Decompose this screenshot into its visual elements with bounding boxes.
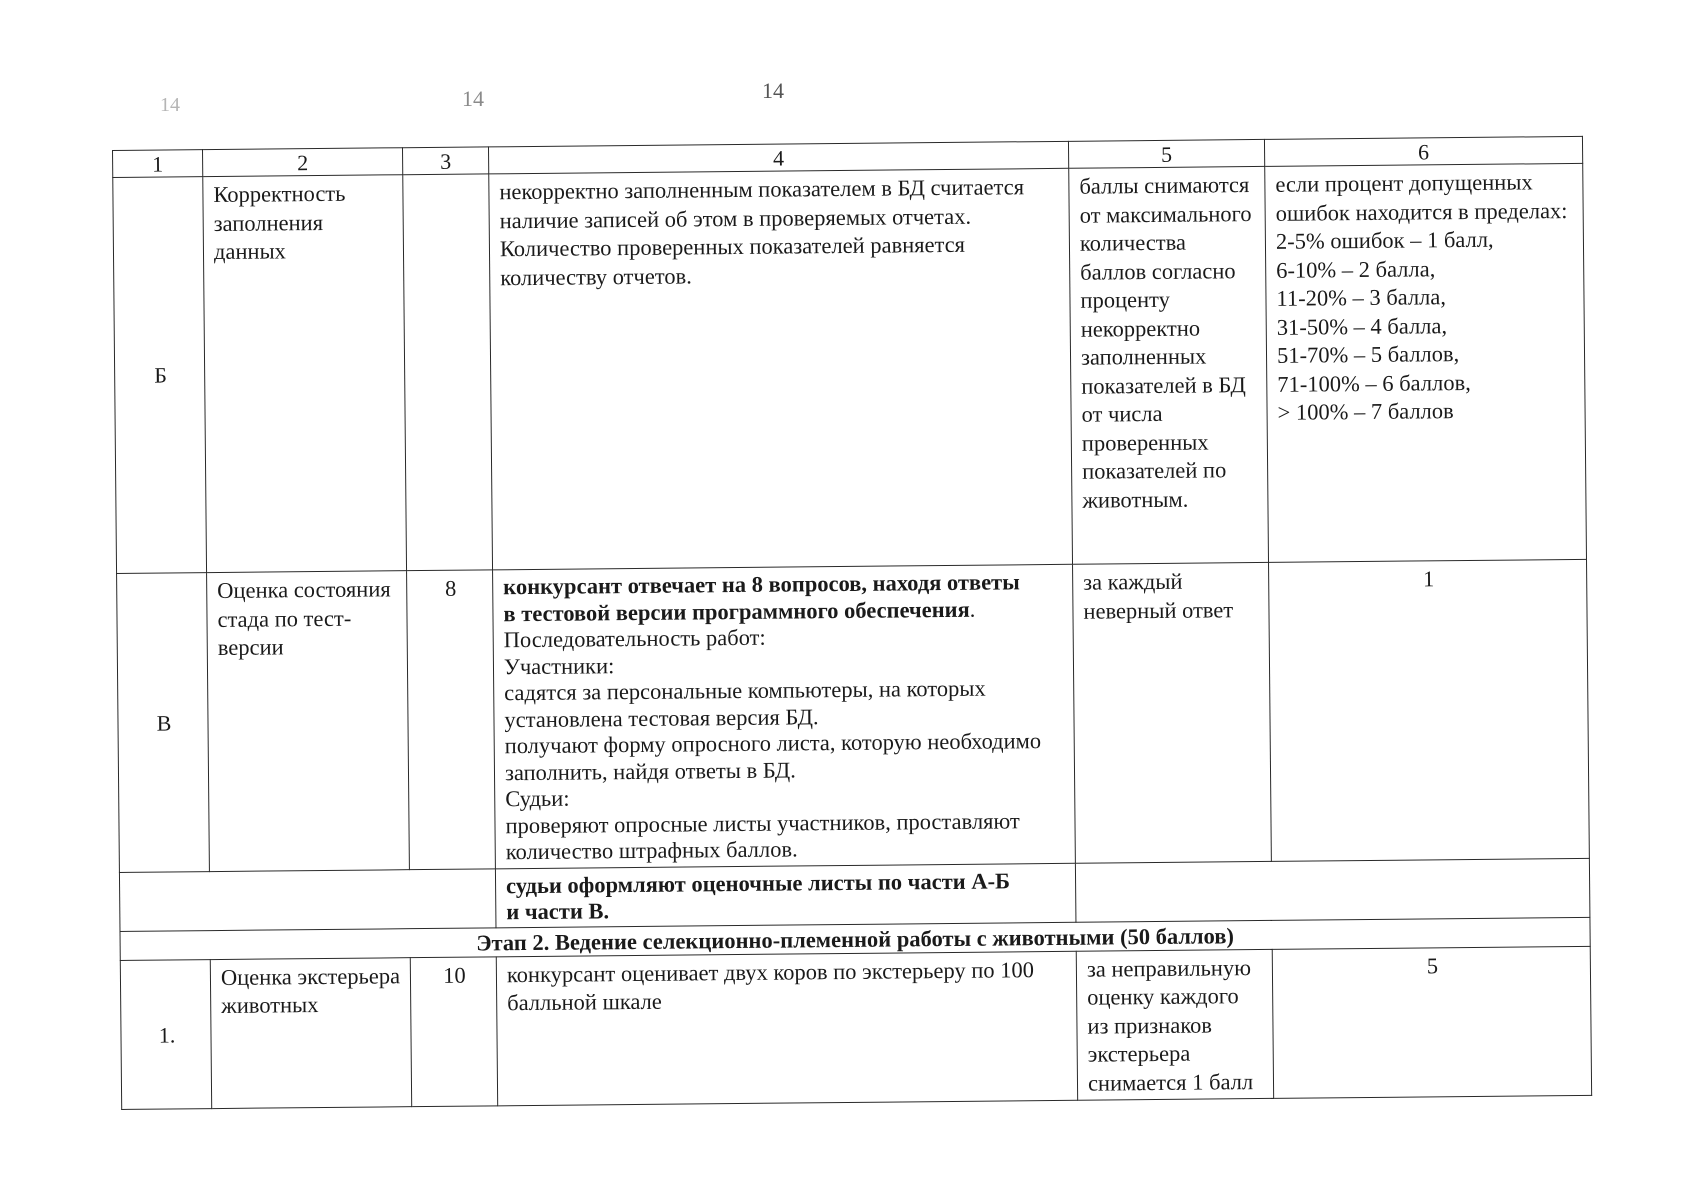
- header-col-3: 3: [402, 147, 488, 175]
- description-line: количество штрафных баллов.: [505, 836, 798, 865]
- penalty-points: 1: [1269, 559, 1590, 861]
- description-line: Количество проверенных показателей равняется: [499, 231, 966, 262]
- description-bold-line: конкурсант отвечает на 8 вопросов, находя ответы: [503, 569, 1020, 600]
- table-row-v: [117, 559, 1590, 872]
- criterion-name: Оценка состояния стада по тест-версии: [207, 571, 410, 871]
- scale-line: 2-5% ошибок – 1 балл,: [1275, 226, 1494, 254]
- description-line: наличие записей об этом в проверяемых отчетах.: [499, 203, 972, 233]
- criterion-description: конкурсант оценивает двух коров по экстерьеру по 100 балльной шкале: [496, 951, 1077, 1106]
- criterion-description: [493, 564, 1076, 868]
- header-col-1: 1: [113, 150, 203, 178]
- judges-note: [495, 863, 1076, 928]
- table-row-b: [113, 163, 1587, 573]
- description-line: Последовательность работ:: [503, 624, 766, 653]
- scale-line: если процент допущенных ошибок находится в пределах:: [1275, 169, 1568, 226]
- description-line: садятся за персональные компьютеры, на которых: [504, 675, 986, 706]
- page-number-ghost-left: 14: [160, 94, 180, 116]
- row-label: Б: [113, 177, 207, 574]
- description-line: установлена тестовая версия БД.: [504, 703, 819, 732]
- deduction-rule: за неправильную оценку каждого из признаков экстерьера снимается 1 балл: [1076, 949, 1273, 1100]
- header-col-4: 4: [488, 141, 1068, 174]
- row-label: 1.: [120, 959, 211, 1109]
- scale-line: 71-100% – 6 баллов,: [1277, 369, 1471, 397]
- page-number-ghost-middle: 14: [462, 86, 484, 111]
- row-label: В: [117, 573, 210, 872]
- deduction-rule: за каждый неверный ответ: [1073, 562, 1272, 862]
- scale-line: 11-20% – 3 балла,: [1276, 284, 1447, 311]
- judges-note-line: судьи оформляют оценочные листы по части А-Б: [505, 867, 1011, 898]
- description-line: Судьи:: [505, 785, 570, 812]
- criterion-name: Корректность заполнения данных: [203, 175, 407, 573]
- description-line: некорректно заполненным показателем в БД считается: [499, 174, 1025, 205]
- description-line: получают форму опросного листа, которую необходимо: [504, 728, 1042, 759]
- description-bold-line: в тестовой версии программного обеспечения: [503, 596, 970, 626]
- page-number: 14: [762, 78, 784, 103]
- max-points: 10: [410, 956, 497, 1106]
- assessment-table-sheet: [112, 136, 1591, 1110]
- scale-line: 6-10% – 2 балла,: [1276, 255, 1436, 283]
- table-row-1: [120, 946, 1591, 1110]
- header-col-2: 2: [203, 148, 403, 177]
- max-points: [403, 174, 493, 571]
- criterion-name: Оценка экстерьера животных: [210, 957, 411, 1108]
- description-line: проверяют опросные листы участников, проставляют: [505, 807, 1020, 838]
- header-col-6: 6: [1264, 136, 1582, 166]
- max-points: 8: [407, 570, 496, 869]
- description-line: Участники:: [503, 652, 615, 679]
- description-period: .: [969, 596, 976, 622]
- assessment-table: [112, 136, 1592, 1110]
- scale-line: 51-70% – 5 баллов,: [1276, 341, 1460, 368]
- criterion-description: [489, 168, 1073, 570]
- deduction-rule: баллы снимаются от максимального количества баллов согласно проценту некорректно заполненных показателей в БД от числа проверенных показателей по животным.: [1069, 166, 1269, 564]
- penalty-scale: [1265, 163, 1587, 562]
- scale-line: > 100% – 7 баллов: [1277, 398, 1454, 425]
- judges-note-line: и части В.: [506, 897, 610, 924]
- scale-line: 31-50% – 4 балла,: [1276, 312, 1448, 340]
- judges-row-blank: [1075, 858, 1590, 922]
- judges-row-blank: [119, 868, 496, 931]
- description-line: заполнить, найдя ответы в БД.: [504, 756, 796, 785]
- header-col-5: 5: [1068, 139, 1264, 168]
- penalty-points: 5: [1272, 946, 1591, 1099]
- stage-2-title: Этап 2. Ведение селекционно-племенной работы с животными (50 баллов): [120, 917, 1590, 960]
- description-line: количеству отчетов.: [500, 262, 692, 290]
